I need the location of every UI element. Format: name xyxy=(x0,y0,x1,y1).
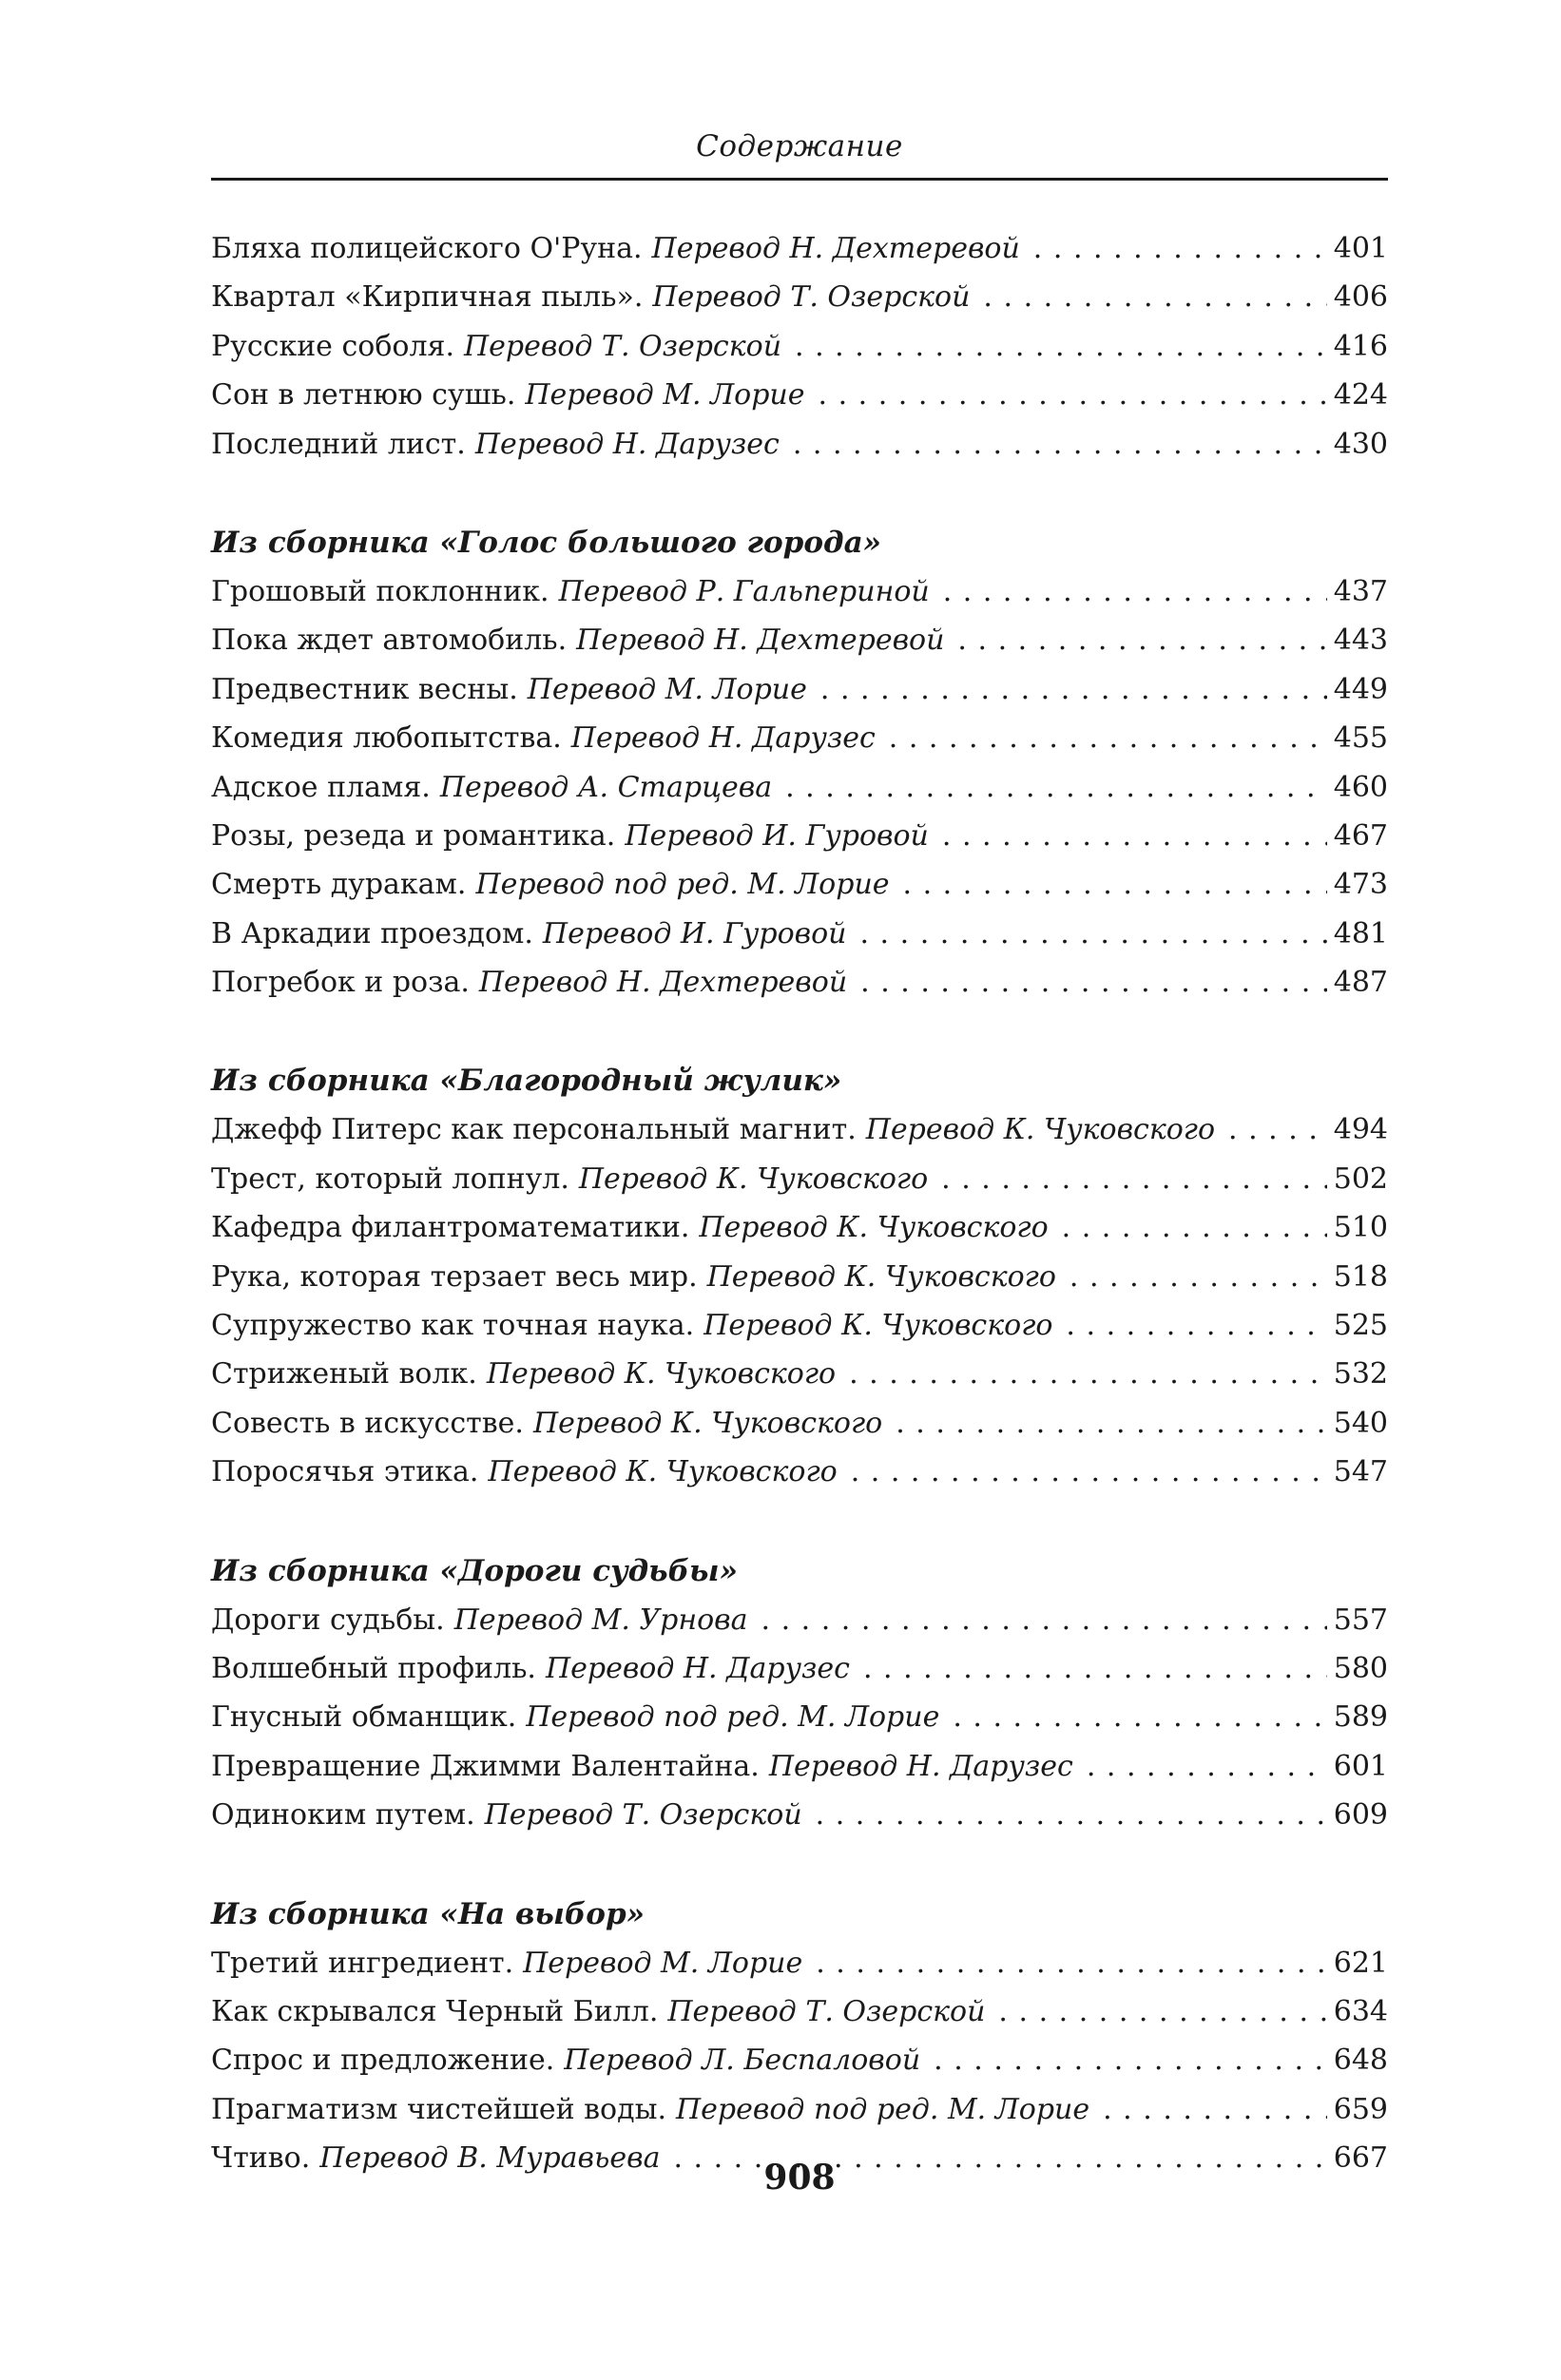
entry-page-number: 525 xyxy=(1333,1309,1388,1343)
toc-entry xyxy=(211,1596,1388,1644)
toc-section xyxy=(211,1546,1388,1840)
toc-entry xyxy=(211,1350,1388,1398)
entry-title: Бляха полицейского О'Руна. xyxy=(211,232,643,265)
entry-page-number: 449 xyxy=(1333,672,1388,706)
running-head: Содержание xyxy=(696,129,903,163)
entry-translator: Перевод Т. Озерской xyxy=(667,1994,986,2028)
entry-translator: Перевод К. Чуковского xyxy=(486,1357,837,1392)
entry-title: Пока ждет автомобиль. xyxy=(211,624,568,658)
entry-page-number: 437 xyxy=(1333,574,1388,608)
entry-title: Предвестник весны. xyxy=(211,672,518,706)
entry-translator: Перевод И. Гуровой xyxy=(625,818,929,853)
entry-page-number: 473 xyxy=(1333,868,1388,902)
entry-page-number: 487 xyxy=(1333,966,1388,1000)
toc-entry xyxy=(211,812,1388,860)
entry-translator: Перевод К. Чуковского xyxy=(703,1309,1053,1343)
entry-translator: Перевод А. Старцева xyxy=(439,770,773,804)
toc-entry xyxy=(211,1253,1388,1301)
dot-leader xyxy=(1033,224,1327,273)
dot-leader xyxy=(860,958,1327,1007)
entry-page-number: 467 xyxy=(1333,818,1388,853)
toc-entry xyxy=(211,1105,1388,1154)
entry-title: Комедия любопытства. xyxy=(211,721,562,756)
entry-title: Последний лист. xyxy=(211,427,466,461)
dot-leader xyxy=(941,1155,1327,1203)
section-title: Из сборника «Благородный жулик» xyxy=(211,1064,842,1099)
entry-translator: Перевод К. Чуковского xyxy=(488,1455,838,1489)
toc-entry xyxy=(211,371,1388,419)
toc-entry xyxy=(211,1399,1388,1448)
entry-title: Гнусный обманщик. xyxy=(211,1700,517,1735)
entry-page-number: 481 xyxy=(1333,916,1388,950)
dot-leader xyxy=(998,1987,1327,2036)
entry-page-number: 659 xyxy=(1333,2092,1388,2126)
toc-entry xyxy=(211,1742,1388,1791)
entry-translator: Перевод Н. Дарузес xyxy=(545,1651,850,1685)
entry-page-number: 510 xyxy=(1333,1211,1388,1245)
entry-page-number: 494 xyxy=(1333,1113,1388,1147)
toc-entry xyxy=(211,322,1388,371)
entry-translator: Перевод М. Урнова xyxy=(453,1603,748,1637)
entry-title: Смерть дуракам. xyxy=(211,868,467,902)
entry-translator: Перевод М. Лорие xyxy=(523,1946,803,1980)
entry-page-number: 532 xyxy=(1333,1357,1388,1392)
toc-entry xyxy=(211,860,1388,909)
entry-page-number: 557 xyxy=(1333,1603,1388,1637)
toc-section xyxy=(211,1056,1388,1496)
dot-leader xyxy=(1070,1253,1327,1301)
toc-entry xyxy=(211,2085,1388,2134)
entry-page-number: 416 xyxy=(1333,329,1388,363)
dot-leader xyxy=(942,812,1327,860)
entry-title: Трест, который лопнул. xyxy=(211,1161,569,1196)
dot-leader xyxy=(819,371,1328,419)
entry-title: Волшебный профиль. xyxy=(211,1651,536,1685)
toc-section xyxy=(211,1890,1388,2183)
entry-title: Рука, которая терзает весь мир. xyxy=(211,1259,698,1294)
header-rule xyxy=(211,178,1388,181)
dot-leader xyxy=(795,322,1327,371)
entry-page-number: 547 xyxy=(1333,1455,1388,1489)
entry-title: Дороги судьбы. xyxy=(211,1603,445,1637)
entry-page-number: 580 xyxy=(1333,1651,1388,1685)
dot-leader xyxy=(816,1939,1327,1987)
toc-entry xyxy=(211,763,1388,812)
entry-translator: Перевод Н. Дехтеревой xyxy=(478,966,848,1000)
entry-title: Погребок и роза. xyxy=(211,966,470,1000)
dot-leader xyxy=(851,1448,1327,1496)
dot-leader xyxy=(957,616,1327,664)
dot-leader xyxy=(849,1350,1327,1398)
entry-page-number: 401 xyxy=(1333,232,1388,265)
entry-title: Супружество как точная наука. xyxy=(211,1309,695,1343)
entry-page-number: 621 xyxy=(1333,1946,1388,1980)
entry-title: Русские соболя. xyxy=(211,329,454,363)
entry-title: Прагматизм чистейшей воды. xyxy=(211,2092,667,2126)
toc-entry xyxy=(211,1644,1388,1693)
entry-translator: Перевод Т. Озерской xyxy=(652,280,971,315)
entry-title: Адское пламя. xyxy=(211,770,431,804)
dot-leader xyxy=(953,1693,1327,1741)
book-page xyxy=(211,0,1388,2380)
toc-entry xyxy=(211,1939,1388,1987)
entry-page-number: 518 xyxy=(1333,1259,1388,1294)
toc-entry xyxy=(211,224,1388,273)
entry-title: Превращение Джимми Валентайна. xyxy=(211,1749,760,1783)
entry-page-number: 455 xyxy=(1333,721,1388,756)
entry-title: Одиноким путем. xyxy=(211,1798,475,1833)
entry-translator: Перевод К. Чуковского xyxy=(865,1113,1216,1147)
toc-entry xyxy=(211,665,1388,714)
entry-title: Совесть в искусстве. xyxy=(211,1406,524,1440)
dot-leader xyxy=(889,714,1327,762)
toc-entry xyxy=(211,910,1388,958)
entry-translator: Перевод Н. Дехтеревой xyxy=(576,624,945,658)
section-title: Из сборника «Дороги судьбы» xyxy=(211,1553,738,1588)
toc-entry xyxy=(211,420,1388,469)
entry-page-number: 430 xyxy=(1333,427,1388,461)
entry-translator: Перевод К. Чуковского xyxy=(532,1406,883,1440)
toc-entry xyxy=(211,958,1388,1007)
entry-title: Стриженый волк. xyxy=(211,1357,477,1392)
entry-page-number: 502 xyxy=(1333,1161,1388,1196)
entry-title: Сон в летнюю сушь. xyxy=(211,378,516,413)
entry-title: Джефф Питерс как персональный магнит. xyxy=(211,1113,857,1147)
toc-entry xyxy=(211,714,1388,762)
entry-translator: Перевод М. Лорие xyxy=(525,378,805,413)
dot-leader xyxy=(820,665,1327,714)
entry-page-number: 460 xyxy=(1333,770,1388,804)
toc-entry xyxy=(211,1791,1388,1839)
toc-entry xyxy=(211,1301,1388,1350)
toc-entry xyxy=(211,273,1388,321)
dot-leader xyxy=(1087,1742,1327,1791)
dot-leader xyxy=(934,2036,1327,2084)
section-title: Из сборника «На выбор» xyxy=(211,1896,646,1931)
entry-translator: Перевод Н. Дарузес xyxy=(768,1749,1073,1783)
entry-translator: Перевод Т. Озерской xyxy=(484,1798,802,1833)
entry-translator: Перевод под ред. М. Лорие xyxy=(475,868,890,902)
dot-leader xyxy=(859,910,1327,958)
dot-leader xyxy=(983,273,1327,321)
entry-page-number: 540 xyxy=(1333,1406,1388,1440)
entry-title: Грошовый поклонник. xyxy=(211,574,549,608)
toc-entry xyxy=(211,2036,1388,2084)
entry-title: Кафедра филантроматематики. xyxy=(211,1211,690,1245)
toc-entry xyxy=(211,1203,1388,1252)
entry-title: Квартал «Кирпичная пыль». xyxy=(211,280,644,315)
entry-title: Розы, резеда и романтика. xyxy=(211,818,616,853)
entry-translator: Перевод Н. Дехтеревой xyxy=(651,232,1020,265)
entry-page-number: 601 xyxy=(1333,1749,1388,1783)
entry-title: Чтиво. xyxy=(211,2141,311,2176)
entry-translator: Перевод К. Чуковского xyxy=(578,1161,929,1196)
entry-translator: Перевод Н. Дарузес xyxy=(474,427,780,461)
dot-leader xyxy=(943,567,1327,616)
table-of-contents xyxy=(211,224,1388,2233)
dot-leader xyxy=(761,1596,1328,1644)
entry-title: Поросячья этика. xyxy=(211,1455,479,1489)
toc-entry xyxy=(211,567,1388,616)
entry-translator: Перевод Т. Озерской xyxy=(463,329,782,363)
page-number: 908 xyxy=(763,2158,836,2198)
section-title: Из сборника «Голос большого города» xyxy=(211,525,882,560)
entry-page-number: 424 xyxy=(1333,378,1388,413)
entry-translator: Перевод И. Гуровой xyxy=(542,916,847,950)
entry-page-number: 609 xyxy=(1333,1798,1388,1833)
entry-translator: Перевод М. Лорие xyxy=(527,672,807,706)
entry-translator: Перевод Р. Гальпериной xyxy=(558,574,930,608)
toc-entry xyxy=(211,1693,1388,1741)
dot-leader xyxy=(863,1644,1327,1693)
entry-page-number: 648 xyxy=(1333,2044,1388,2078)
dot-leader xyxy=(785,763,1327,812)
dot-leader xyxy=(1066,1301,1327,1350)
entry-translator: Перевод К. Чуковского xyxy=(706,1259,1056,1294)
entry-page-number: 634 xyxy=(1333,1994,1388,2028)
entry-translator: Перевод под ред. М. Лорие xyxy=(676,2092,1090,2126)
dot-leader xyxy=(816,1791,1327,1839)
toc-entry xyxy=(211,1987,1388,2036)
dot-leader xyxy=(1228,1105,1327,1154)
entry-title: Как скрывался Черный Билл. xyxy=(211,1994,659,2028)
entry-page-number: 667 xyxy=(1333,2141,1388,2176)
entry-page-number: 443 xyxy=(1333,624,1388,658)
entry-title: В Аркадии проездом. xyxy=(211,916,533,950)
toc-section xyxy=(211,224,1388,469)
entry-translator: Перевод Л. Беспаловой xyxy=(564,2044,921,2078)
entry-translator: Перевод Н. Дарузес xyxy=(570,721,876,756)
entry-title: Спрос и предложение. xyxy=(211,2044,555,2078)
dot-leader xyxy=(1103,2085,1327,2134)
toc-section xyxy=(211,518,1388,1008)
entry-page-number: 589 xyxy=(1333,1700,1388,1735)
toc-entry xyxy=(211,616,1388,664)
dot-leader xyxy=(1062,1203,1327,1252)
dot-leader xyxy=(903,860,1327,909)
toc-entry xyxy=(211,1448,1388,1496)
entry-title: Третий ингредиент. xyxy=(211,1946,514,1980)
entry-page-number: 406 xyxy=(1333,280,1388,315)
dot-leader xyxy=(793,420,1327,469)
toc-entry xyxy=(211,1155,1388,1203)
entry-translator: Перевод К. Чуковского xyxy=(699,1211,1049,1245)
entry-translator: Перевод В. Муравьева xyxy=(319,2141,661,2176)
dot-leader xyxy=(896,1399,1327,1448)
entry-translator: Перевод под ред. М. Лорие xyxy=(526,1700,940,1735)
